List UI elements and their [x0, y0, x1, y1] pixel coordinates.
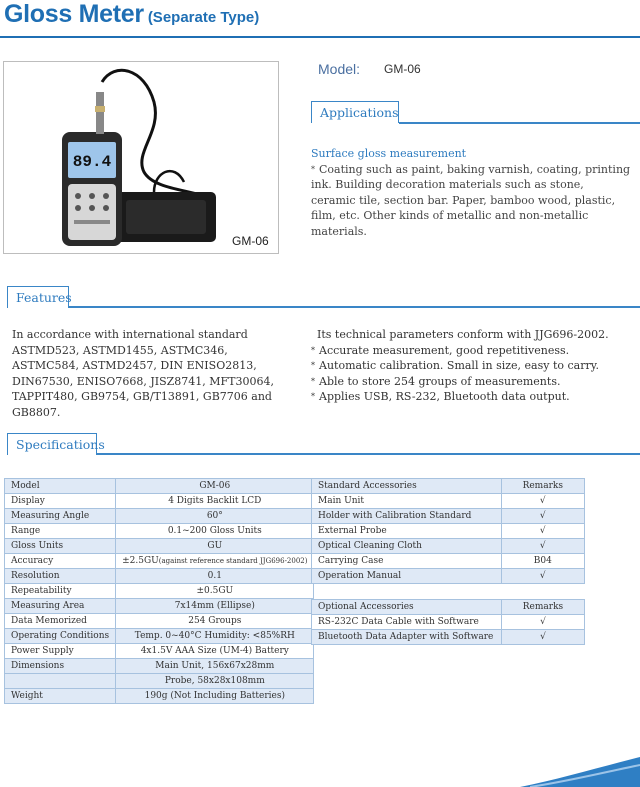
table-header-row: Optional Accessories Remarks: [312, 600, 585, 615]
feature-item: * Able to store 254 groups of measurements.: [311, 374, 561, 388]
corner-decoration: [520, 757, 640, 787]
table-row: Main Unit √: [312, 494, 585, 509]
title-subtitle: (Separate Type): [147, 9, 260, 26]
title-main: Gloss Meter: [4, 0, 144, 28]
accuracy-note: (against reference standard JJG696-2002): [158, 557, 308, 565]
table-row: Display 4 Digits Backlit LCD: [5, 494, 314, 509]
bullet-icon: *: [311, 392, 315, 402]
bullet-icon: *: [311, 376, 315, 386]
table-row: Data Memorized 254 Groups: [5, 614, 314, 629]
table-row: Gloss Units GU: [5, 539, 314, 554]
applications-rule: [399, 122, 640, 124]
optional-accessories-table: [311, 599, 585, 645]
features-heading: Features: [7, 286, 69, 308]
title-divider: [0, 36, 640, 38]
table-row: Repeatability ±0.5GU: [5, 584, 314, 599]
standard-accessories-table: [311, 478, 585, 584]
specifications-heading: Specifications: [7, 433, 97, 455]
table-row: Holder with Calibration Standard √: [312, 509, 585, 524]
spec-table: [4, 478, 314, 704]
applications-text: [311, 162, 631, 239]
bullet-icon: *: [311, 361, 315, 371]
model-label: Model:: [318, 61, 361, 77]
table-header-row: Standard Accessories Remarks: [312, 479, 585, 494]
table-row: External Probe √: [312, 524, 585, 539]
table-row: Operation Manual √: [312, 569, 585, 584]
table-row: Resolution 0.1: [5, 569, 314, 584]
applications-heading: Applications: [311, 101, 399, 123]
features-right: [311, 327, 636, 405]
table-row: Bluetooth Data Adapter with Software √: [312, 630, 585, 645]
feature-item: * Automatic calibration. Small in size, easy to carry.: [311, 359, 599, 373]
page-title: [4, 0, 259, 30]
feature-item: * Accurate measurement, good repetitiveness.: [311, 343, 570, 357]
table-row: Accuracy ±2.5GU(against reference standard JJG696-2002): [5, 554, 314, 569]
feature-item: In accordance with international standard ASTMD523, ASTMD1455, ASTMC346, ASTMC584, ASTMD2457, DIN ENISO2813, DIN67530, ENISO7668, JISZ8741, MFT30064, TAPPIT480, GB9754, GB/T13891, GB7706 and GB8807.: [4, 327, 294, 421]
table-row: Range 0.1~200 Gloss Units: [5, 524, 314, 539]
table-row: Measuring Area 7x14mm (Ellipse): [5, 599, 314, 614]
feature-lead: Its technical parameters conform with JJG696-2002.: [317, 328, 609, 341]
display-reading: 89.4: [72, 153, 112, 171]
table-row: Carrying Case B04: [312, 554, 585, 569]
applications-subheading: Surface gloss measurement: [311, 147, 467, 160]
gloss-meter-illustration: [4, 62, 280, 255]
applications-body: Coating such as paint, baking varnish, coating, printing ink. Building decoration materials such as stone, ceramic tile, section bar. Paper, bamboo wood, plastic, film, etc. Other kinds of metallic and non-metallic materials.: [311, 163, 631, 238]
feature-item: * Applies USB, RS-232, Bluetooth data output.: [311, 390, 570, 404]
table-row: Model GM-06: [5, 479, 314, 494]
bullet-icon: *: [311, 345, 315, 355]
product-caption: GM-06: [232, 234, 269, 248]
bullet-icon: [4, 327, 12, 343]
product-image: [3, 61, 279, 254]
bullet-icon: *: [311, 165, 315, 174]
table-row: Measuring Angle 60°: [5, 509, 314, 524]
specifications-rule: [97, 453, 640, 455]
model-value: GM-06: [384, 62, 421, 76]
table-row: Probe, 58x28x108mm: [5, 674, 314, 689]
table-row: Optical Cleaning Cloth √: [312, 539, 585, 554]
table-row: Operating Conditions Temp. 0~40°C Humidity: <85%RH: [5, 629, 314, 644]
table-row: RS-232C Data Cable with Software √: [312, 615, 585, 630]
features-left: [4, 327, 294, 421]
table-row: Weight 190g (Not Including Batteries): [5, 689, 314, 704]
table-row: Power Supply 4x1.5V AAA Size (UM-4) Battery: [5, 644, 314, 659]
table-row: Dimensions Main Unit, 156x67x28mm: [5, 659, 314, 674]
features-rule: [69, 306, 640, 308]
